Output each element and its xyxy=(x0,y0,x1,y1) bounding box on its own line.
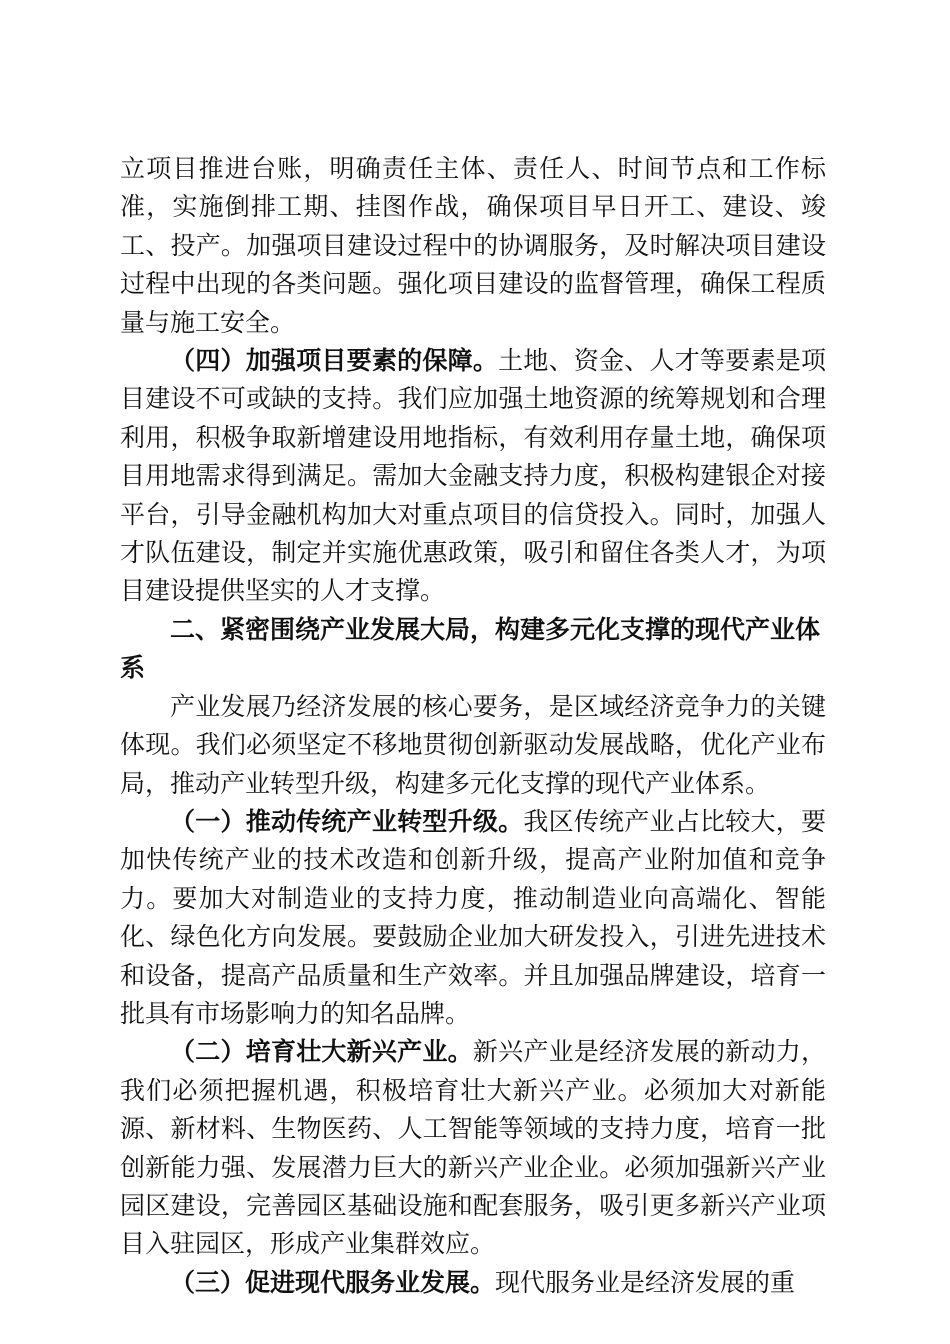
paragraph-body: 现代服务业是经济发展的重 xyxy=(495,1267,796,1297)
paragraph-project-factors xyxy=(120,342,826,611)
subheading-project-factors: （四）加强项目要素的保障。 xyxy=(170,346,499,376)
section-heading-industry: 二、紧密围绕产业发展大局，构建多元化支撑的现代产业体系 xyxy=(120,614,821,683)
paragraph-traditional-industry xyxy=(120,803,826,1033)
paragraph-body: 新兴产业是经济发展的新动力，我们必须把握机遇，积极培育壮大新兴产业。必须加大对新能源、新材料、生物医药、人工智能等领域的支持力度，培育一批创新能力强、发展潜力巨大的新兴产业企业。必须加强新兴产业园区建设，完善园区基础设施和配套服务，吸引更多新兴产业项目入驻园区，形成产业集群效应。 xyxy=(120,1037,826,1259)
document-page xyxy=(120,150,826,1302)
paragraph-industry-intro: 产业发展乃经济发展的核心要务，是区域经济竞争力的关键体现。我们必须坚定不移地贯彻创新驱动发展战略，优化产业布局，推动产业转型升级，构建多元化支撑的现代产业体系。 xyxy=(120,691,826,798)
subheading-modern-services: （三）促进现代服务业发展。 xyxy=(170,1267,496,1297)
paragraph-body: 土地、资金、人才等要素是项目建设不可或缺的支持。我们应加强土地资源的统筹规划和合理利用，积极争取新增建设用地指标，有效利用存量土地，确保项目用地需求得到满足。需加大金融支持力度，积极构建银企对接平台，引导金融机构加大对重点项目的信贷投入。同时，加强人才队伍建设，制定并实施优惠政策，吸引和留住各类人才，为项目建设提供坚实的人才支撑。 xyxy=(120,346,826,606)
paragraph-body: 我区传统产业占比较大，要加快传统产业的技术改造和创新升级，提高产业附加值和竞争力。要加大对制造业的支持力度，推动制造业向高端化、智能化、绿色化方向发展。要鼓励企业加大研发投入，引进先进技术和设备，提高产品质量和生产效率。并且加强品牌建设，培育一批具有市场影响力的知名品牌。 xyxy=(120,806,826,1028)
paragraph-emerging-industry xyxy=(120,1033,826,1263)
paragraph-modern-services xyxy=(120,1264,826,1302)
subheading-emerging-industry: （二）培育壮大新兴产业。 xyxy=(170,1037,473,1067)
subheading-traditional-industry: （一）推动传统产业转型升级。 xyxy=(170,806,524,836)
paragraph-project-management: 立项目推进台账，明确责任主体、责任人、时间节点和工作标准，实施倒排工期、挂图作战，确保项目早日开工、建设、竣工、投产。加强项目建设过程中的协调服务，及时解决项目建设过程中出现的各类问题。强化项目建设的监督管理，确保工程质量与施工安全。 xyxy=(120,154,826,337)
